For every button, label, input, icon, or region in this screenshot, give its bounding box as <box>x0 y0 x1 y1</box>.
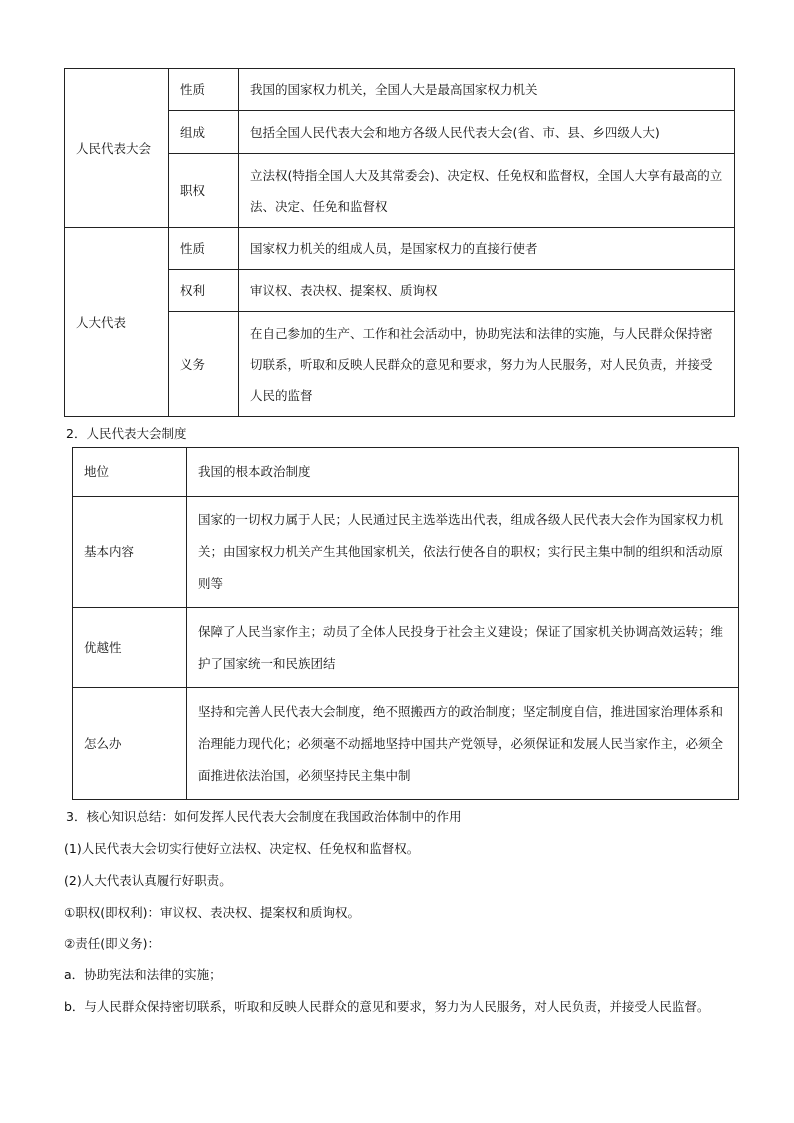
summary-point-a: a．协助宪法和法律的实施； <box>64 967 222 982</box>
npc-overview-table <box>64 68 735 417</box>
row-text-advantages: 保障了人民当家作主；动员了全体人民投身于社会主义建设；保证了国家机关协调高效运转；维护了国家统一和民族团结 <box>187 608 739 688</box>
summary-point-1: (1)人民代表大会切实行使好立法权、决定权、任免权和监督权。 <box>64 841 420 856</box>
row-label-nature: 性质 <box>169 69 239 111</box>
row-text-powers: 立法权(特指全国人大及其常委会)、决定权、任免权和监督权，全国人大享有最高的立法、决定、任免和监督权 <box>239 154 735 228</box>
row-label-advantages: 优越性 <box>73 608 187 688</box>
row-label-duties: 义务 <box>169 312 239 417</box>
row-text-rights: 审议权、表决权、提案权、质询权 <box>239 270 735 312</box>
row-text-status: 我国的根本政治制度 <box>187 448 739 497</box>
row-label-rights: 权利 <box>169 270 239 312</box>
row-label-status: 地位 <box>73 448 187 497</box>
row-label-composition: 组成 <box>169 111 239 154</box>
summary-point-duties: ②责任(即义务)： <box>64 936 160 951</box>
row-label-deputy-nature: 性质 <box>169 228 239 270</box>
section-3-heading: 3．核心知识总结：如何发挥人民代表大会制度在我国政治体制中的作用 <box>66 809 462 824</box>
row-label-powers: 职权 <box>169 154 239 228</box>
npc-system-table <box>72 447 739 800</box>
summary-point-rights: ①职权(即权利)：审议权、表决权、提案权和质询权。 <box>64 905 360 920</box>
section-2-heading: 2．人民代表大会制度 <box>66 426 187 441</box>
row-label-basic-content: 基本内容 <box>73 497 187 608</box>
category-npc: 人民代表大会 <box>65 69 169 228</box>
summary-point-b: b．与人民群众保持密切联系，听取和反映人民群众的意见和要求，努力为人民服务，对人民负责，并接受人民监督。 <box>64 999 710 1014</box>
row-text-composition: 包括全国人民代表大会和地方各级人民代表大会(省、市、县、乡四级人大) <box>239 111 735 154</box>
row-label-what-to-do: 怎么办 <box>73 688 187 800</box>
summary-point-2: (2)人大代表认真履行好职责。 <box>64 873 232 888</box>
row-text-what-to-do: 坚持和完善人民代表大会制度，绝不照搬西方的政治制度；坚定制度自信，推进国家治理体系和治理能力现代化；必须毫不动摇地坚持中国共产党领导，必须保证和发展人民当家作主，必须全面推进依法治国，必须坚持民主集中制 <box>187 688 739 800</box>
row-text-duties: 在自己参加的生产、工作和社会活动中，协助宪法和法律的实施，与人民群众保持密切联系，听取和反映人民群众的意见和要求，努力为人民服务，对人民负责，并接受人民的监督 <box>239 312 735 417</box>
row-text-basic-content: 国家的一切权力属于人民；人民通过民主选举选出代表，组成各级人民代表大会作为国家权力机关；由国家权力机关产生其他国家机关，依法行使各自的职权；实行民主集中制的组织和活动原则等 <box>187 497 739 608</box>
category-deputies: 人大代表 <box>65 228 169 417</box>
row-text-nature: 我国的国家权力机关，全国人大是最高国家权力机关 <box>239 69 735 111</box>
row-text-deputy-nature: 国家权力机关的组成人员，是国家权力的直接行使者 <box>239 228 735 270</box>
